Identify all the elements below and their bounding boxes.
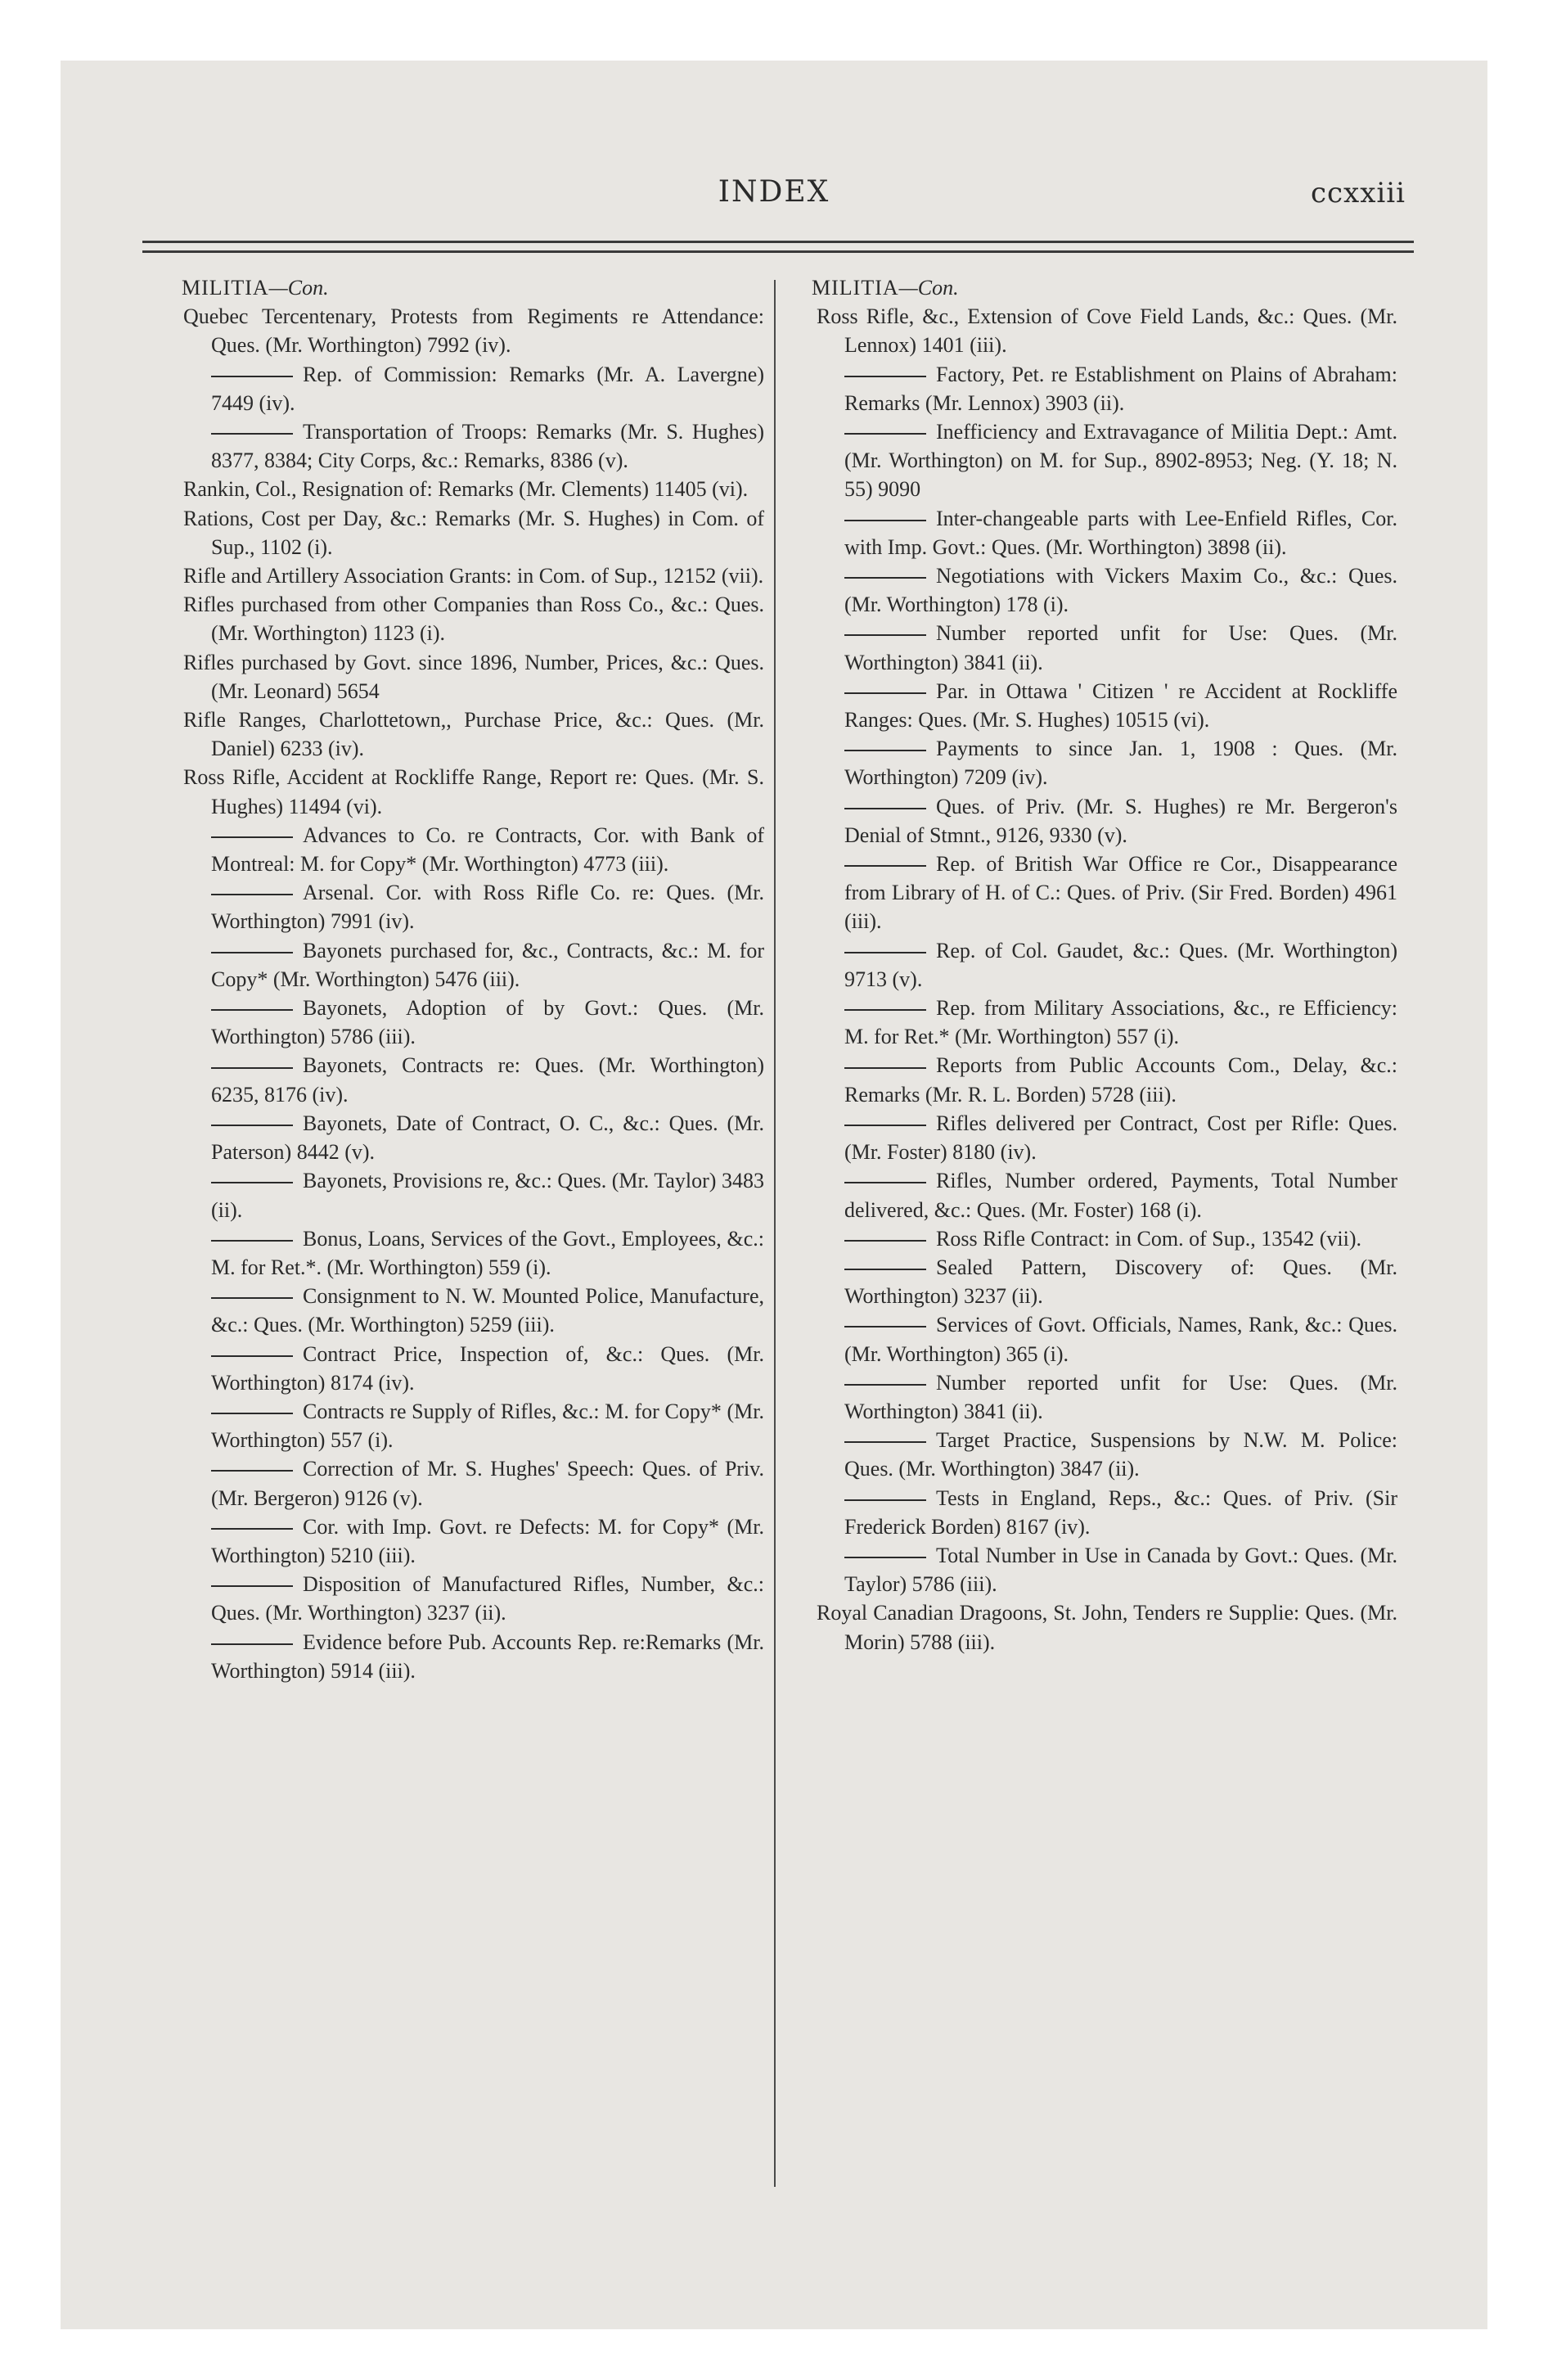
ditto-dash <box>844 1441 926 1443</box>
index-subentry <box>817 1051 1397 1108</box>
header-title: INDEX <box>718 175 830 209</box>
index-subentry <box>183 878 764 935</box>
index-subentry <box>183 936 764 994</box>
ditto-dash <box>211 952 293 953</box>
ditto-dash <box>844 1326 926 1327</box>
page-header <box>61 175 1487 224</box>
index-subentry <box>183 1512 764 1570</box>
left-column <box>183 273 764 1685</box>
ditto-dash <box>844 952 926 953</box>
entry-text: Rifle and Artillery Association Grants: in Com. of Sup., 12152 (vii). <box>183 564 764 588</box>
ditto-dash <box>211 1182 293 1183</box>
ditto-dash <box>844 1009 926 1011</box>
header-rule-top <box>142 241 1414 243</box>
ditto-dash <box>211 1643 293 1645</box>
entry-text: Consignment to N. W. Mounted Police, Manufacture, &c.: Ques. (Mr. Worthington) 5259 (iii). <box>211 1284 764 1337</box>
entry-text: Bayonets, Provisions re, &c.: Ques. (Mr. Taylor) 3483 (ii). <box>211 1169 764 1222</box>
entry-text: Contract Price, Inspection of, &c.: Ques. (Mr. Worthington) 8174 (iv). <box>211 1341 764 1395</box>
index-subentry <box>817 850 1397 936</box>
ditto-dash <box>211 1009 293 1011</box>
ditto-dash <box>844 634 926 636</box>
ditto-dash <box>211 1413 293 1414</box>
ditto-dash <box>844 1384 926 1386</box>
ditto-dash <box>844 520 926 521</box>
index-subentry <box>183 1224 764 1282</box>
entry-text: Target Practice, Suspensions by N.W. M. Police: Ques. (Mr. Worthington) 3847 (ii). <box>844 1428 1397 1481</box>
entry-text: Rep. of British War Office re Cor., Disappearance from Library of H. of C.: Ques. of Priv. (Sir Fred. Borden) 4961 (iii). <box>844 852 1397 934</box>
index-subentry <box>817 1368 1397 1426</box>
index-subentry <box>817 504 1397 561</box>
index-subentry <box>817 1426 1397 1483</box>
entry-text: Evidence before Pub. Accounts Rep. re:Remarks (Mr. Worthington) 5914 (iii). <box>211 1629 764 1683</box>
entry-text: Advances to Co. re Contracts, Cor. with Bank of Montreal: M. for Copy* (Mr. Worthington) 4773 (iii). <box>211 823 764 877</box>
index-subentry <box>817 417 1397 504</box>
ditto-dash <box>844 1182 926 1183</box>
index-entry <box>817 302 1397 359</box>
entry-text: Tests in England, Reps., &c.: Ques. of Priv. (Sir Frederick Borden) 8167 (iv). <box>844 1485 1397 1539</box>
ditto-dash <box>844 692 926 694</box>
ditto-dash <box>211 1355 293 1357</box>
header-rule-bottom <box>142 250 1414 253</box>
entry-text: Quebec Tercentenary, Protests from Regiments re Attendance: Ques. (Mr. Worthington) 7992 (iv). <box>183 304 764 358</box>
entry-text: Inter-changeable parts with Lee-Enfield Rifles, Cor. with Imp. Govt.: Ques. (Mr. Worthington) 3898 (ii). <box>844 506 1397 559</box>
index-entry <box>183 590 764 647</box>
index-subentry <box>817 1224 1397 1253</box>
ditto-dash <box>211 1297 293 1299</box>
column-divider <box>774 280 776 2187</box>
entry-text: Rifles delivered per Contract, Cost per Rifle: Ques. (Mr. Foster) 8180 (iv). <box>844 1111 1397 1165</box>
index-entry <box>183 705 764 763</box>
entry-text: Total Number in Use in Canada by Govt.: Ques. (Mr. Taylor) 5786 (iii). <box>844 1543 1397 1597</box>
ditto-dash <box>211 836 293 838</box>
entry-text: Transportation of Troops: Remarks (Mr. S. Hughes) 8377, 8384; City Corps, &c.: Remarks, 8386 (v). <box>211 420 764 473</box>
ditto-dash <box>844 865 926 867</box>
ditto-dash <box>211 1585 293 1587</box>
ditto-dash <box>844 750 926 751</box>
ditto-dash <box>844 808 926 809</box>
index-subentry <box>817 1253 1397 1310</box>
entry-text: Rations, Cost per Day, &c.: Remarks (Mr. S. Hughes) in Com. of Sup., 1102 (i). <box>183 506 764 559</box>
entry-text: Disposition of Manufactured Rifles, Number, &c.: Ques. (Mr. Worthington) 3237 (ii). <box>211 1572 764 1625</box>
ditto-dash <box>211 1125 293 1126</box>
index-subentry <box>817 734 1397 791</box>
ditto-dash <box>844 1067 926 1069</box>
index-subentry <box>817 936 1397 994</box>
index-subentry <box>817 1310 1397 1368</box>
continued-heading <box>182 273 764 302</box>
entry-text: Sealed Pattern, Discovery of: Ques. (Mr. Worthington) 3237 (ii). <box>844 1255 1397 1309</box>
ditto-dash <box>844 1240 926 1242</box>
page-number: ccxxiii <box>1310 177 1406 210</box>
entry-text: Reports from Public Accounts Com., Delay, &c.: Remarks (Mr. R. L. Borden) 5728 (iii). <box>844 1053 1397 1107</box>
index-subentry <box>183 821 764 878</box>
entry-text: Contracts re Supply of Rifles, &c.: M. for Copy* (Mr. Worthington) 557 (i). <box>211 1399 764 1453</box>
index-subentry <box>817 1541 1397 1598</box>
entry-text: Negotiations with Vickers Maxim Co., &c.: Ques. (Mr. Worthington) 178 (i). <box>844 564 1397 617</box>
entry-text: Ross Rifle Contract: in Com. of Sup., 13542 (vii). <box>936 1226 1361 1251</box>
entry-text: Rifles purchased by Govt. since 1896, Number, Prices, &c.: Ques. (Mr. Leonard) 5654 <box>183 650 764 703</box>
entry-text: Ques. of Priv. (Mr. S. Hughes) re Mr. Bergeron's Denial of Stmnt., 9126, 9330 (v). <box>844 794 1397 847</box>
ditto-dash <box>211 376 293 377</box>
entry-text: Cor. with Imp. Govt. re Defects: M. for Copy* (Mr. Worthington) 5210 (iii). <box>211 1514 764 1567</box>
entry-text: Number reported unfit for Use: Ques. (Mr. Worthington) 3841 (ii). <box>844 621 1397 674</box>
entry-text: Number reported unfit for Use: Ques. (Mr. Worthington) 3841 (ii). <box>844 1370 1397 1423</box>
ditto-dash <box>211 894 293 895</box>
entry-text: Rifles, Number ordered, Payments, Total Number delivered, &c.: Ques. (Mr. Foster) 168 (i). <box>844 1169 1397 1222</box>
index-subentry <box>817 561 1397 619</box>
ditto-dash <box>844 1269 926 1270</box>
ditto-dash <box>844 1125 926 1126</box>
entry-text: Rep. from Military Associations, &c., re Efficiency: M. for Ret.* (Mr. Worthington) 557 (i). <box>844 996 1397 1049</box>
right-column <box>812 273 1397 1657</box>
index-entry <box>183 504 764 561</box>
index-subentry <box>183 1628 764 1685</box>
continued-tag: —Con. <box>268 276 329 300</box>
index-entry <box>183 475 764 503</box>
entry-text: Bayonets, Contracts re: Ques. (Mr. Worthington) 6235, 8176 (iv). <box>211 1053 764 1107</box>
ditto-dash <box>211 433 293 435</box>
entry-text: Factory, Pet. re Establishment on Plains of Abraham: Remarks (Mr. Lennox) 3903 (ii). <box>844 362 1397 415</box>
entry-text: Rifles purchased from other Companies than Ross Co., &c.: Ques. (Mr. Worthington) 1123 (i). <box>183 593 764 646</box>
entry-text: Royal Canadian Dragoons, St. John, Tenders re Supplie: Ques. (Mr. Morin) 5788 (iii). <box>817 1601 1397 1654</box>
entry-text: Bayonets purchased for, &c., Contracts, &c.: M. for Copy* (Mr. Worthington) 5476 (iii). <box>211 938 764 991</box>
index-subentry <box>183 1109 764 1166</box>
index-subentry <box>183 1340 764 1397</box>
entry-text: Services of Govt. Officials, Names, Rank, &c.: Ques. (Mr. Worthington) 365 (i). <box>844 1313 1397 1366</box>
index-subentry <box>817 677 1397 734</box>
entry-text: Par. in Ottawa ' Citizen ' re Accident at Rockliffe Ranges: Ques. (Mr. S. Hughes) 10515 (vi). <box>844 678 1397 732</box>
index-subentry <box>183 360 764 417</box>
index-subentry <box>183 1282 764 1339</box>
continued-heading <box>812 273 1397 302</box>
entry-text: Rifle Ranges, Charlottetown,, Purchase Price, &c.: Ques. (Mr. Daniel) 6233 (iv). <box>183 708 764 761</box>
ditto-dash <box>844 433 926 435</box>
index-subentry <box>183 417 764 475</box>
entry-text: Ross Rifle, &c., Extension of Cove Field Lands, &c.: Ques. (Mr. Lennox) 1401 (iii). <box>817 304 1397 358</box>
scanned-page <box>61 61 1487 2329</box>
ditto-dash <box>211 1470 293 1472</box>
entry-text: Payments to since Jan. 1, 1908 : Ques. (Mr. Worthington) 7209 (iv). <box>844 737 1397 790</box>
entry-text: Bayonets, Adoption of by Govt.: Ques. (Mr. Worthington) 5786 (iii). <box>211 996 764 1049</box>
continued-heading-word: MILITIA <box>182 276 269 300</box>
ditto-dash <box>844 1557 926 1558</box>
entry-text: Bayonets, Date of Contract, O. C., &c.: Ques. (Mr. Paterson) 8442 (v). <box>211 1111 764 1165</box>
entry-text: Rep. of Col. Gaudet, &c.: Ques. (Mr. Worthington) 9713 (v). <box>844 938 1397 991</box>
index-entry <box>817 1598 1397 1656</box>
entry-text: Arsenal. Cor. with Ross Rifle Co. re: Ques. (Mr. Worthington) 7991 (iv). <box>211 881 764 934</box>
ditto-dash <box>844 577 926 579</box>
index-subentry <box>817 619 1397 676</box>
ditto-dash <box>211 1528 293 1530</box>
index-subentry <box>817 1166 1397 1224</box>
index-subentry <box>183 1397 764 1454</box>
continued-tag: —Con. <box>898 276 959 300</box>
index-entry <box>183 561 764 590</box>
index-subentry <box>817 360 1397 417</box>
ditto-dash <box>844 376 926 377</box>
index-subentry <box>817 1484 1397 1541</box>
index-subentry <box>183 1051 764 1108</box>
ditto-dash <box>844 1499 926 1501</box>
continued-heading-word: MILITIA <box>812 276 899 300</box>
entry-text: Inefficiency and Extravagance of Militia Dept.: Amt. (Mr. Worthington) on M. for Sup., 8902-8953; Neg. (Y. 18; N. 55) 9090 <box>844 420 1397 502</box>
entry-text: Bonus, Loans, Services of the Govt., Employees, &c.: M. for Ret.*. (Mr. Worthington) 559 (i). <box>211 1226 764 1279</box>
index-entry <box>183 648 764 705</box>
index-subentry <box>817 792 1397 850</box>
ditto-dash <box>211 1067 293 1069</box>
entry-text: Rankin, Col., Resignation of: Remarks (Mr. Clements) 11405 (vi). <box>183 477 749 502</box>
index-subentry <box>183 1166 764 1224</box>
index-subentry <box>817 1109 1397 1166</box>
entry-text: Correction of Mr. S. Hughes' Speech: Ques. of Priv. (Mr. Bergeron) 9126 (v). <box>211 1457 764 1510</box>
index-subentry <box>817 994 1397 1051</box>
index-subentry <box>183 1570 764 1627</box>
index-entry <box>183 763 764 820</box>
ditto-dash <box>211 1240 293 1242</box>
entry-text: Ross Rifle, Accident at Rockliffe Range, Report re: Ques. (Mr. S. Hughes) 11494 (vi). <box>183 765 764 818</box>
index-subentry <box>183 1454 764 1512</box>
entry-text: Rep. of Commission: Remarks (Mr. A. Lavergne) 7449 (iv). <box>211 362 764 415</box>
index-subentry <box>183 994 764 1051</box>
index-entry <box>183 302 764 359</box>
